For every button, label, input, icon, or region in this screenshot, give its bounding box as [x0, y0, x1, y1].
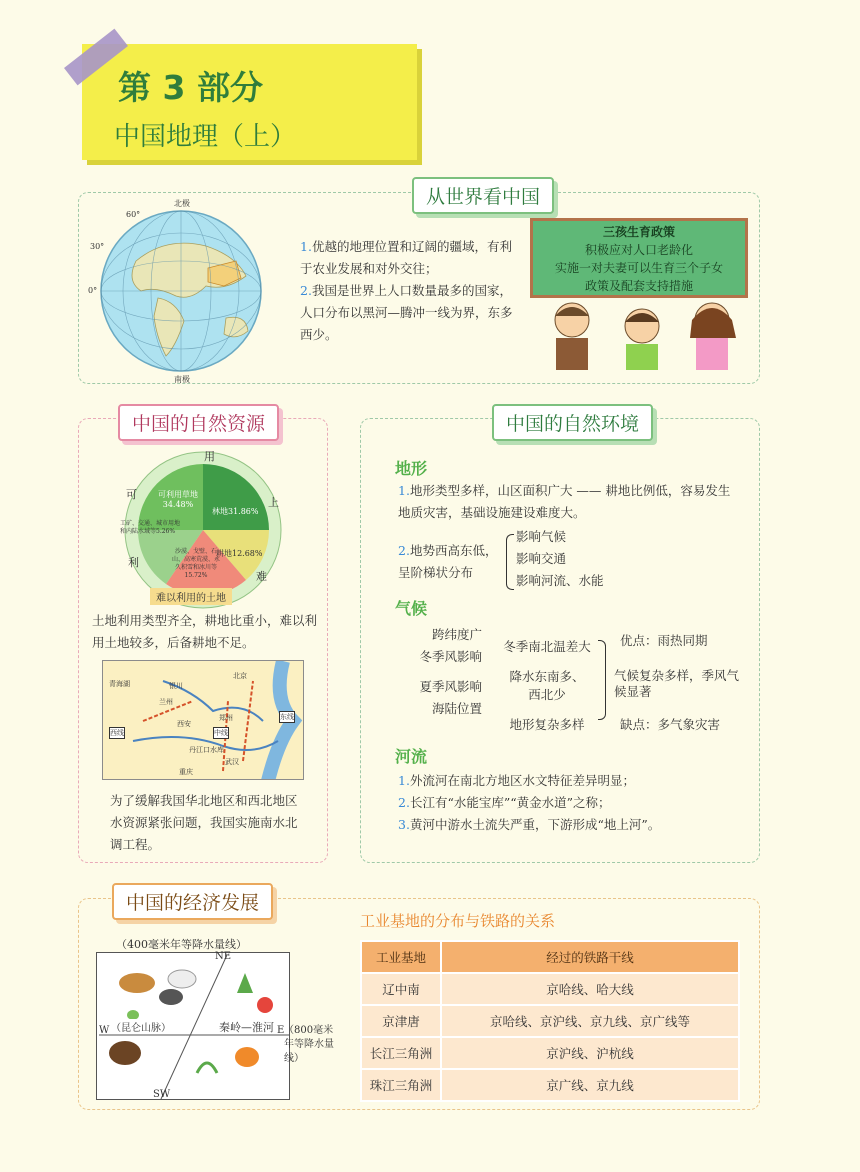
direction-ne: NE [215, 951, 232, 962]
climate-result: 气候复杂多样，季风气候显著 [614, 668, 740, 699]
precip-800-label: （800毫米年等降水量线） [284, 1025, 334, 1064]
climate-mid [492, 636, 602, 736]
table-header-railway: 经过的铁路干线 [441, 941, 739, 973]
chapter-title: 中国地理（上） [114, 122, 297, 152]
climate-mid-2: 降水东南多、 [509, 669, 585, 684]
table-row [361, 973, 739, 1005]
economy-diagram [96, 952, 290, 1100]
map-label-chongqing: 重庆 [179, 768, 193, 776]
policy-line-3: 政策及配套支持措施 [584, 279, 693, 293]
map-label-xian: 西安 [177, 720, 191, 728]
policy-line-1: 积极应对人口老龄化 [584, 243, 693, 257]
lat-60-label: 60° [126, 210, 141, 219]
water-project-text: 为了缓解我国华北地区和西北地区水资源紧张问题，我国实施南水北调工程。 [110, 793, 298, 852]
river-item-2: 2.长江有“水能宝库”“黄金水道”之称； [398, 795, 611, 810]
table-cell-railway: 京哈线、京沪线、京九线、京广线等 [441, 1005, 739, 1037]
map-label-wuhan: 武汉 [225, 758, 239, 766]
industry-table-title: 工业基地的分布与铁路的关系 [360, 912, 556, 930]
landform-point-2: 2.地势西高东低， 呈阶梯状分布 [398, 543, 498, 580]
river-list [398, 770, 748, 836]
qinling-label: 秦岭—淮河 [219, 1021, 274, 1034]
hard-land-label: 难以利用的土地 [150, 588, 232, 605]
map-label-yinchuan: 银川 [169, 682, 183, 690]
ring-label-bottomright: 难 [256, 570, 267, 583]
climate-left-2: 冬季风影响 [419, 649, 482, 664]
climate-heading: 气候 [395, 599, 428, 618]
table-cell-base: 长江三角洲 [361, 1037, 441, 1069]
ring-label-right: 上 [268, 496, 279, 509]
climate-left [400, 624, 482, 720]
table-row [361, 1069, 739, 1101]
climate-left-3: 夏季风影响 [419, 679, 482, 694]
map-label-qinghai: 青海湖 [109, 680, 130, 688]
land-summary: 土地利用类型齐全，耕地比重小，难以利用土地较多，后备耕地不足。 [92, 613, 318, 650]
slice-grassland: 可利用草地 34.48% [158, 490, 198, 509]
climate-brace [598, 640, 606, 720]
climate-mid-3: 西北少 [528, 687, 566, 702]
equator-label: 0° [88, 286, 98, 295]
table-cell-base: 京津唐 [361, 1005, 441, 1037]
map-label-danjiangkou: 丹江口水库 [189, 746, 224, 754]
effect-traffic: 影响交通 [516, 551, 567, 566]
south-north-water-map [102, 660, 304, 780]
world-point-1: 1.优越的地理位置和辽阔的疆域，有利于农业发展和对外交往； [300, 239, 512, 276]
part-title: 第 3 部分 [118, 68, 263, 107]
climate-left-4: 海陆位置 [431, 701, 482, 716]
slice-forest: 林地31.86% [212, 507, 259, 516]
policy-line-2: 实施一对夫妻可以生育三个子女 [554, 261, 723, 275]
landform-heading: 地形 [395, 459, 428, 478]
table-header-base: 工业基地 [361, 941, 441, 973]
table-cell-railway: 京沪线、沪杭线 [441, 1037, 739, 1069]
south-pole-label: 南极 [174, 375, 190, 384]
direction-e: E [277, 1025, 285, 1036]
river-item-1: 1.外流河在南北方地区水文特征差异明显； [398, 773, 635, 788]
map-label-east-route: 东线 [280, 713, 294, 721]
ring-label-top: 用 [204, 450, 215, 463]
kunlun-label: （昆仑山脉） [111, 1019, 171, 1034]
header-banner [82, 44, 417, 160]
table-cell-railway: 京哈线、哈大线 [441, 973, 739, 1005]
globe [88, 199, 266, 384]
map-label-middle-route: 中线 [214, 729, 228, 737]
table-row [361, 1037, 739, 1069]
map-label-zhengzhou: 郑州 [219, 714, 233, 722]
climate-con: 缺点：多气象灾害 [620, 717, 721, 732]
ring-label-left: 可 [126, 488, 137, 501]
landform-point-1: 1.地形类型多样，山区面积广大 —— 耕地比例低，容易发生地质灾害，基础设施建设难度大。 [398, 483, 731, 520]
map-label-west-route: 西线 [110, 729, 124, 737]
slice-desert: 沙漠、戈壁、石山、高寒荒漠、永久积雪和冰川等15.72% [171, 548, 220, 579]
kids-illustration [540, 298, 750, 370]
world-point-2: 2.我国是世界上人口数量最多的国家，人口分布以黑河—腾冲一线为界，东多西少。 [300, 283, 513, 342]
north-pole-label: 北极 [174, 199, 190, 208]
direction-sw: SW [153, 1089, 171, 1100]
policy-title: 三孩生育政策 [602, 225, 675, 239]
river-heading: 河流 [395, 747, 428, 766]
landform-effects [516, 526, 604, 592]
table-cell-railway: 京广线、京九线 [441, 1069, 739, 1101]
economy-tag: 中国的经济发展 [112, 883, 273, 920]
lat-30-label: 30° [90, 242, 105, 251]
effect-river: 影响河流、水能 [516, 573, 604, 588]
direction-w: W [99, 1025, 110, 1036]
land-pie-chart [118, 450, 288, 610]
table-cell-base: 珠江三角洲 [361, 1069, 441, 1101]
ring-label-bottomleft: 利 [128, 556, 139, 569]
climate-pro: 优点：雨热同期 [620, 633, 708, 648]
river-item-3: 3.黄河中游水土流失严重，下游形成“地上河”。 [398, 817, 661, 832]
effect-climate: 影响气候 [516, 529, 567, 544]
policy-board [530, 218, 748, 298]
world-tag: 从世界看中国 [412, 177, 554, 214]
world-points [300, 236, 520, 346]
climate-mid-1: 冬季南北温差大 [503, 639, 591, 654]
map-label-lanzhou: 兰州 [159, 698, 173, 706]
landform-brace [506, 534, 514, 590]
table-cell-base: 辽中南 [361, 973, 441, 1005]
industry-table [360, 940, 740, 1102]
slice-farmland: 耕地12.68% [216, 549, 263, 558]
economy-diagram-top-label: （400毫米年等降水量线） [116, 938, 247, 951]
slice-urban: 工矿、交通、城市用地和内陆水域等5.26% [120, 520, 181, 535]
table-header-row [361, 941, 739, 973]
table-row [361, 1005, 739, 1037]
climate-left-1: 跨纬度广 [431, 627, 482, 642]
climate-mid-4: 地形复杂多样 [509, 717, 585, 732]
environment-tag: 中国的自然环境 [492, 404, 653, 441]
resources-tag: 中国的自然资源 [118, 404, 279, 441]
map-label-beijing: 北京 [233, 672, 247, 680]
